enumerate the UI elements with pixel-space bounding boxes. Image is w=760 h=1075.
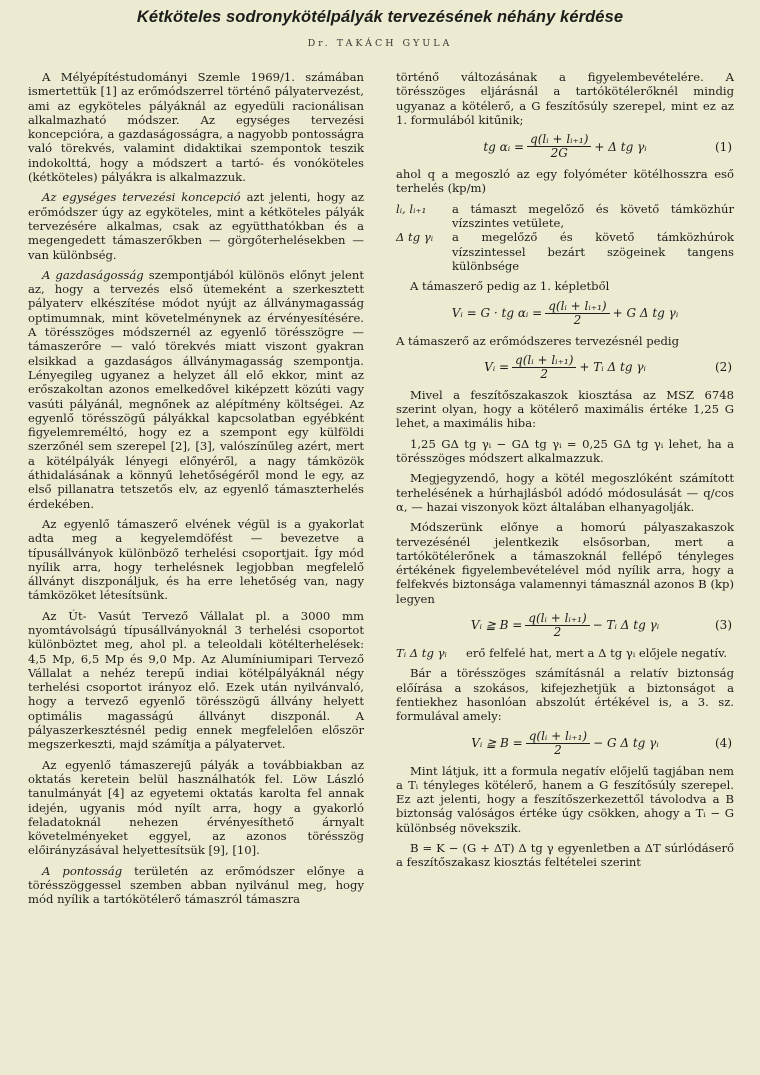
numerator: q(lᵢ + lᵢ₊₁) bbox=[526, 730, 590, 744]
paragraph bbox=[28, 268, 364, 511]
symbol: Tᵢ Δ tg γᵢ bbox=[396, 646, 447, 661]
definition-row bbox=[396, 646, 734, 660]
paragraph: Módszerünk előnye a homorú pályaszakaszok tervezésénél jelentkezik elsősorban, mert a tartókötélerőnek a támaszoknál fellépő tényleges értékének figyelembevételével mód nyílik arra, hogy a felfekvés biztonsága valamennyi támasznál azonos B (kp) legyen bbox=[396, 520, 734, 606]
paragraph: A támaszerő az erőmódszeres tervezésnél pedig bbox=[396, 333, 680, 348]
paragraph: Bár a törésszöges számításnál a relatív biztonság előírása a szokásos, kifejezhetjük a biztonságot a fentiekhez hasonlóan abszolút értékével is, a 3. sz. formulával amely: bbox=[396, 666, 734, 724]
paragraph-text: területén az erőmódszer előnye a törésszöggessel szemben abban nyilvánul meg, hogy mód nyílik a tartókötélerő támaszról támaszra bbox=[28, 863, 364, 907]
definition-text: erő felfelé hat, mert a Δ tg γᵢ előjele negatív. bbox=[466, 646, 728, 661]
formula-lhs: Vᵢ ≧ B = bbox=[471, 735, 523, 750]
paragraph: ahol q a megoszló az egy folyóméter kötélhosszra eső terhelés (kp/m) bbox=[396, 167, 734, 196]
paragraph-text: szempontjából különös előnyt jelent az, hogy a tervezés első ütemeként a szerkesztett pályaterv elkészítése módot nyújt az állványmagasság optimumnak, mint követelménynek az érvényesítésére. A törésszöges módszernél az egyenlő törésszögre — támaszerőre — való törekvés miatt viszont gyakran elsikkad a gazdaságos állványmagasság szempontja. Lényegileg ugyanez a helyzet áll elő ekkor, mint az erőszakoltan azonos emelkedővel kiképzett közúti vagy vasúti pályánál, megnőnek az alépítmény költségei. Az egyenlő törésszögű pályákkal kapcsolatban egyébként figyelemreméltó, hogy ez a szempont egy külföldi szerzőnél sem szerepel [2], [3], valószínűleg azért, mert a kötélpályák lényegi előnyéről, a nagy támközök áthidalásának a könnyű lehetőségéről mond le egy, az első pillanatra tetszetős elv, az egyenlő támaszterhelés érdekében. bbox=[28, 267, 364, 511]
denominator: 2 bbox=[553, 625, 562, 640]
symbol: Δ tg γᵢ bbox=[396, 230, 434, 245]
formula-rhs: − G Δ tg γᵢ bbox=[593, 735, 659, 750]
equation-number: (3) bbox=[715, 618, 732, 633]
formula-4 bbox=[396, 612, 734, 639]
formula-lhs: tg αᵢ = bbox=[483, 139, 525, 154]
formula-1 bbox=[396, 133, 734, 160]
fraction bbox=[545, 300, 609, 327]
fraction bbox=[526, 730, 590, 757]
formula-rhs: + G Δ tg γᵢ bbox=[612, 305, 679, 320]
paragraph: Megjegyzendő, hogy a kötél megoszlóként számított terhelésének a húrhajlásból adódó módosulását — q/cos α, — hazai viszonyok közt általában elhanyagolják. bbox=[396, 471, 734, 514]
paragraph: A támaszerő pedig az 1. képletből bbox=[410, 279, 610, 294]
formula-2 bbox=[396, 300, 734, 327]
author-name: Dr. TAKÁCH GYULA bbox=[307, 38, 453, 49]
definition-list bbox=[396, 646, 734, 660]
left-column bbox=[28, 70, 364, 913]
numerator: q(lᵢ + lᵢ₊₁) bbox=[527, 133, 591, 147]
emphasis: A pontosság bbox=[42, 863, 123, 878]
paragraph: Az Út- Vasút Tervező Vállalat pl. a 3000 mm nyomtávolságú típusállványoknál 3 terhelési csoportot különböztet meg, ahol pl. a teleoldali kötélterhelések: 4,5 Mp, 6,5 Mp és 9,0 Mp. Az Alumíniumipari Tervező Vállalat a nehéz terepű indiai kötélpályáknál négy terhelési csoportot irányoz elő. Ezek után nyilvánvaló, hogy a tervező egyenlő törésszögű állvány helyett optimális magasságú állványt diszponál. A pályaszerkesztésnél pedig ennek megfelelően először megszerkeszti, majd számítja a pályatervet. bbox=[28, 608, 364, 752]
formula-rhs: + Δ tg γᵢ bbox=[594, 139, 647, 154]
formula-rhs: − Tᵢ Δ tg γᵢ bbox=[592, 618, 660, 633]
paragraph: A Mélyépítéstudományi Szemle 1969/1. számában ismertettük [1] az erőmódszerrel történő pályatervezést, ami az egyköteles pályáknál az egyedüli racionálisan alkalmazható módszer. Az egységes tervezési koncepcióra, a gazdaságosságra, a nagyobb pontosságra való törekvés, valamint didaktikai szempontok teszik indokolttá, hogy a módszert a tartó- és vonóköteles (kétköteles) pályákra is alkalmazzuk. bbox=[28, 70, 364, 185]
paragraph: Mint látjuk, itt a formula negatív előjelű tagjában nem a Tᵢ tényleges kötélerő, hanem a G feszítősúly szerepel. Ez azt jelenti, hogy a feszítőszerkezettől távolodva a B biztonság valóságos értéke úgy csökken, ahogy a Tᵢ − G különbség növekszik. bbox=[396, 763, 734, 835]
emphasis: Az egységes tervezési koncepció bbox=[42, 190, 241, 205]
right-column bbox=[396, 70, 734, 876]
definition-list bbox=[396, 202, 734, 273]
article-title: Kétköteles sodronykötélpályák tervezésének néhány kérdése bbox=[136, 8, 624, 26]
paragraph: Mivel a feszítőszakaszok kiosztása az MSZ 6748 szerint olyan, hogy a kötélerő maximális értéke 1,25 G lehet, a maximális hiba: bbox=[396, 387, 734, 431]
definition-text: a megelőző és követő támközhúrok vízszintessel bezárt szögeinek tangens különbsége bbox=[452, 230, 734, 273]
paragraph: Az egyenlő támaszerő elvének végül is a gyakorlat adta meg a kegyelemdöfést — bevezetve a típusállványok különböző terhelési csoportjait. Így mód nyílik arra, hogy terhelésnek legjobban megfelelő állványt diszponáljuk, és ha erre lehetőség van, nagy támközöket létesítsünk. bbox=[28, 516, 364, 603]
equation-number: (4) bbox=[715, 735, 732, 750]
definition-text: a támaszt megelőző és követő támközhúr vízszintes vetülete, bbox=[452, 201, 734, 231]
definition-row bbox=[396, 230, 734, 273]
fraction bbox=[512, 354, 576, 381]
denominator: 2 bbox=[554, 742, 562, 757]
denominator: 2 bbox=[573, 312, 582, 327]
formula-rhs: + Tᵢ Δ tg γᵢ bbox=[579, 360, 646, 375]
equation-number: (2) bbox=[715, 360, 732, 375]
paragraph: B = K − (G + ΔT) Δ tg γ egyenletben a ΔT súrlódáserő a feszítőszakasz kiosztás feltételei szerint bbox=[396, 840, 734, 870]
paragraph bbox=[28, 864, 364, 907]
paragraph: Az egyenlő támaszerejű pályák a továbbiakban az oktatás keretein belül használhatók fel. Löw László tanulmányát [4] az egyetemi oktatás karolta fel annak idején, ugyanis mód nyílt arra, hogy a gyakorló feladatoknál nehezen érvényesíthető árnyalt követelményeket eggyel, az azonos törésszög előirányzásával helyettesítsük [9], [10]. bbox=[28, 757, 364, 858]
definition-row bbox=[396, 202, 734, 231]
paragraph: történő változásának a figyelembevételére. A törésszöges eljárásnál a tartókötélerőknél mindig ugyanaz a kötélerő, a G feszítősúly szerepel, mint ez az 1. formulából kitűnik; bbox=[396, 70, 734, 127]
equation-number: (1) bbox=[715, 139, 732, 154]
formula-lhs: Vᵢ = G · tg αᵢ = bbox=[451, 305, 543, 320]
formula-5 bbox=[396, 730, 734, 757]
formula-lhs: Vᵢ ≧ B = bbox=[470, 618, 523, 633]
denominator: 2G bbox=[550, 146, 568, 161]
paragraph: 1,25 GΔ tg γᵢ − GΔ tg γᵢ = 0,25 GΔ tg γᵢ lehet, ha a törésszöges módszert alkalmazzuk. bbox=[396, 436, 734, 466]
paragraph bbox=[28, 190, 364, 261]
numerator: q(lᵢ + lᵢ₊₁) bbox=[545, 300, 609, 314]
emphasis: A gazdaságosság bbox=[42, 267, 144, 282]
formula-lhs: Vᵢ = bbox=[484, 360, 510, 375]
fraction bbox=[525, 612, 589, 639]
numerator: q(lᵢ + lᵢ₊₁) bbox=[525, 612, 589, 626]
denominator: 2 bbox=[540, 366, 549, 381]
numerator: q(lᵢ + lᵢ₊₁) bbox=[512, 354, 576, 368]
paragraph-text: azt jelenti, hogy az erőmódszer úgy az egyköteles, mint a kétköteles pályák tervezésére alkalmas, csak az együtthatókban és a megengedett támaszerőkben — görgőterhelésekben — van különbség. bbox=[28, 190, 364, 262]
symbol: lᵢ, lᵢ₊₁ bbox=[396, 201, 427, 216]
formula-3 bbox=[396, 354, 734, 381]
fraction bbox=[527, 133, 591, 160]
